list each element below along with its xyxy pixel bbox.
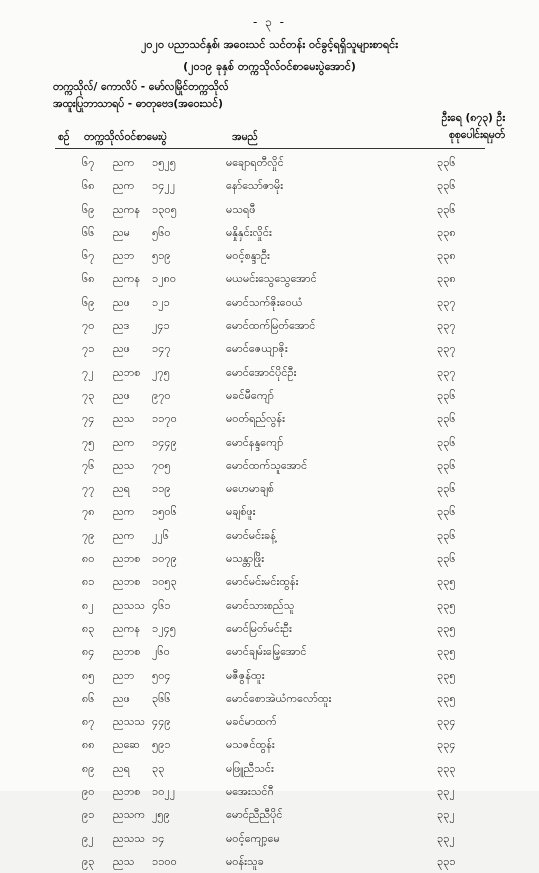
roll-number: ၁၅၂၅ — [152, 156, 176, 169]
student-name: မဖြူညီသင်း — [226, 761, 274, 775]
roll-prefix: ညက — [113, 505, 135, 519]
table-row — [0, 337, 539, 360]
student-name: မောင်ထက်သူအောင် — [226, 458, 308, 472]
roll-number: ၁၂၄၅ — [152, 621, 176, 635]
row-number: ၈၆ — [82, 691, 95, 705]
table-row — [0, 687, 539, 710]
university-line: တက္ကသိုလ်/ ကောလိပ် - မော်လမြိုင်တက္ကသိုလ် — [53, 81, 229, 93]
roll-number: ၁၄ — [152, 831, 165, 845]
row-number: ၈၀ — [82, 552, 95, 566]
roll-number: ၉၇၀ — [152, 388, 171, 402]
table-row — [0, 803, 539, 826]
roll-prefix: ညကန — [113, 272, 141, 286]
row-number: ၈၉ — [82, 761, 95, 775]
total-score: ၃၃၆ — [437, 179, 456, 193]
total-score: ၃၃၁ — [437, 854, 456, 868]
table-row — [0, 267, 539, 290]
table-row — [0, 384, 539, 407]
total-score: ၃၃၇ — [437, 365, 456, 379]
table-row — [0, 617, 539, 640]
row-number: ၈၂ — [82, 598, 94, 612]
column-header-no: စဉ် — [58, 131, 70, 143]
total-score: ၃၃၆ — [437, 505, 456, 519]
total-score: ၃၃၆ — [437, 435, 456, 449]
roll-number: ၁၄၇ — [152, 342, 171, 356]
table-row — [0, 291, 539, 314]
student-name: မဝန်းသူခ — [226, 854, 264, 868]
row-number: ၈၁ — [82, 575, 95, 589]
roll-prefix: ညသ — [113, 412, 135, 426]
total-score: ၃၃၈ — [437, 225, 456, 239]
roll-number: ၁၄၂၂ — [152, 179, 176, 193]
roll-prefix: ညက — [113, 528, 135, 542]
table-row — [0, 221, 539, 244]
roll-prefix: ညဒ — [113, 319, 130, 333]
table-row — [0, 827, 539, 850]
roll-prefix: ညကန — [113, 202, 141, 216]
row-number: ၈၅ — [82, 668, 95, 682]
roll-prefix: ညဘစ — [113, 785, 141, 799]
student-name: မဟေမာချစ် — [226, 482, 274, 496]
total-score: ၃၃၇ — [437, 319, 456, 333]
student-name: မောင်သက်ဇိုးဝေယံ — [226, 295, 303, 309]
roll-number: ၁၂၁ — [152, 295, 170, 309]
major-line: အထူးပြုဘာသာရပ် - ဓာတုဗေဒ(အဝေးသင်) — [53, 98, 223, 110]
total-score: ၃၃၂ — [437, 831, 455, 845]
row-number: ၇၃ — [82, 388, 95, 402]
table-row — [0, 151, 539, 174]
student-name: မချောရတီလှိုင် — [226, 156, 284, 169]
student-name: မသဇင်ထွန်း — [226, 738, 275, 752]
row-number: ၉၂ — [82, 831, 94, 845]
roll-number: ၇၀၅ — [152, 458, 171, 472]
student-name: မသန္တာဖြိုး — [226, 552, 265, 566]
total-score: ၃၃၅ — [437, 645, 456, 659]
roll-number: ၁၀၂၂ — [152, 785, 176, 799]
student-name: မဇီဇွန်ထူး — [226, 668, 265, 682]
table-row — [0, 780, 539, 803]
student-name: မောင်စောအဲယံကလော်ထူး — [226, 691, 332, 705]
total-score: ၃၃၆ — [437, 528, 456, 542]
row-number: ၉၁ — [82, 808, 95, 822]
roll-prefix: ညရ — [113, 482, 130, 496]
student-name: မောင်ဇေယျာဇိုး — [226, 342, 288, 356]
row-number: ၇၁ — [82, 342, 95, 356]
roll-number: ၄၆၁ — [152, 598, 171, 612]
table-row — [0, 757, 539, 780]
row-number: ၆၈ — [82, 272, 95, 286]
roll-prefix: ညဘစ — [113, 365, 141, 379]
roll-number: ၁၀၇၉ — [152, 552, 177, 566]
total-count: ဦးရေ (၈၇၃) ဦး — [441, 112, 505, 124]
table-row — [0, 850, 539, 873]
roll-prefix: ညဘ — [113, 668, 135, 682]
table-row — [0, 174, 539, 197]
table-row — [0, 594, 539, 617]
table-row — [0, 431, 539, 454]
student-name: မသရဖီ — [226, 202, 256, 216]
roll-number: ၂၂၆ — [152, 528, 169, 542]
row-number: ၇၆ — [82, 458, 95, 472]
student-name: မယမင်းသွေသွေအောင် — [226, 272, 317, 286]
student-name: မောင်ချမ်းမြေ့အောင် — [226, 645, 307, 659]
roll-number: ၁၁၀၀ — [152, 854, 177, 868]
roll-prefix: ညဘစ — [113, 645, 141, 659]
total-score: ၃၃၅ — [437, 621, 456, 635]
student-name: မနှိုနှင်းလှိုင်း — [226, 225, 272, 239]
results-list — [0, 151, 539, 873]
roll-prefix: ညမ — [113, 225, 130, 239]
roll-number: ၁၁၇၀ — [152, 412, 177, 426]
student-name: မောင်အောင်ပိုင်ဦး — [226, 365, 297, 379]
student-name: မခင်မီကျော် — [226, 388, 274, 402]
document-title: ၂၀၂၀ ပညာသင်နှစ်၊ အဝေးသင် သင်တန်း ဝင်ခွင့်ရရှိသူများစာရင်း — [140, 38, 399, 51]
table-row — [0, 500, 539, 523]
roll-number: ၂၇၅ — [152, 365, 170, 379]
table-row — [0, 640, 539, 663]
column-header-roll: တက္ကသိုလ်ဝင်စာမေးပွဲ — [84, 131, 167, 143]
roll-prefix: ညဘစ — [113, 552, 141, 566]
total-score: ၃၃၅ — [437, 575, 456, 589]
roll-prefix: ညသ — [113, 854, 135, 868]
row-number: ၆၉ — [82, 295, 95, 309]
header-underline — [55, 148, 485, 149]
roll-number: ၁၃၀၅ — [152, 202, 177, 216]
total-score: ၃၃၅ — [437, 668, 456, 682]
total-score: ၃၃၃ — [437, 761, 456, 775]
row-number: ၈၈ — [82, 738, 95, 752]
total-score: ၃၃၆ — [437, 388, 456, 402]
row-number: ၇၇ — [82, 482, 95, 496]
roll-prefix: ညဖ — [113, 342, 130, 356]
row-number: ၉၃ — [82, 854, 95, 868]
row-number: ၇၅ — [82, 435, 95, 449]
total-score: ၃၃၆ — [437, 458, 456, 472]
roll-prefix: ညဘစ — [113, 575, 141, 589]
total-score: ၃၃၅ — [437, 691, 456, 705]
document-subtitle: (၂၀၁၉ ခုနှစ် တက္ကသိုလ်ဝင်စာမေးပွဲအောင်) — [183, 60, 356, 73]
row-number: ၆၇ — [82, 156, 95, 169]
roll-number: ၅၆၀ — [152, 225, 171, 239]
roll-number: ၃၃ — [152, 761, 165, 775]
roll-prefix: ညဖ — [113, 295, 130, 309]
student-name: မဝင့်ကျော့မေ — [226, 831, 280, 845]
row-number: ၆၈ — [82, 179, 95, 193]
table-row — [0, 244, 539, 267]
total-score: ၃၃၈ — [437, 249, 456, 263]
roll-prefix: ညသ — [113, 458, 135, 472]
roll-number: ၅၀၄ — [152, 668, 171, 682]
table-row — [0, 710, 539, 733]
student-name: မောင်မြတ်မင်းဦး — [226, 621, 292, 635]
total-score: ၃၃၇ — [437, 342, 456, 356]
total-score: ၃၃၄ — [437, 715, 456, 729]
table-row — [0, 733, 539, 756]
table-row — [0, 477, 539, 500]
total-score: ၃၃၆ — [437, 202, 456, 216]
roll-number: ၁၄၄၉ — [152, 435, 177, 449]
row-number: ၇၀ — [82, 319, 95, 333]
roll-prefix: ညက — [113, 156, 135, 169]
roll-number: ၅၉၁ — [152, 738, 171, 752]
total-score: ၃၃၅ — [437, 598, 456, 612]
total-score: ၃၃၂ — [437, 785, 455, 799]
student-name: မောင်မင်းခန့် — [226, 528, 276, 542]
row-number: ၇၄ — [82, 412, 95, 426]
student-name: မောင်ညီညီပိုင် — [226, 808, 283, 822]
table-row — [0, 361, 539, 384]
row-number: ၆၆ — [82, 225, 95, 239]
roll-prefix: ညဘ — [113, 249, 135, 263]
total-score: ၃၃၄ — [437, 738, 456, 752]
table-row — [0, 454, 539, 477]
row-number: ၇၂ — [82, 365, 94, 379]
roll-prefix: ညရ — [113, 761, 130, 775]
roll-number: ၁၂၈၀ — [152, 272, 177, 286]
row-number: ၆၇ — [82, 249, 95, 263]
roll-prefix: ညဆေ — [113, 738, 140, 752]
roll-number: ၁၀၅၃ — [152, 575, 177, 589]
student-name: မဝတ်ရည်လွန်း — [226, 412, 285, 426]
total-score: ၃၃၂ — [437, 808, 455, 822]
roll-prefix: ညက — [113, 179, 135, 193]
roll-number: ၁၁၉ — [152, 482, 171, 496]
student-name: မောင်ထက်မြတ်အောင် — [226, 319, 316, 333]
row-number: ၉၀ — [82, 785, 95, 799]
roll-prefix: ညကန — [113, 621, 141, 635]
total-score-header: စုစုပေါင်းရမှတ် — [448, 129, 505, 141]
table-row — [0, 524, 539, 547]
row-number: ၈၄ — [82, 645, 95, 659]
table-row — [0, 664, 539, 687]
row-number: ၇၈ — [82, 505, 95, 519]
table-row — [0, 407, 539, 430]
table-row — [0, 314, 539, 337]
roll-prefix: ညဖ — [113, 691, 130, 705]
student-name: မချစ်ဖူး — [226, 505, 256, 519]
row-number: ၈၇ — [82, 715, 95, 729]
table-row — [0, 547, 539, 570]
student-name: မဝင့်စန္ဒာဦး — [226, 249, 270, 263]
roll-number: ၃၆၆ — [152, 691, 171, 705]
roll-number: ၂၅၉ — [152, 808, 170, 822]
total-score: ၃၃၆ — [437, 156, 456, 169]
total-score: ၃၃၆ — [437, 482, 456, 496]
student-name: မအေးသင်ဂီ — [226, 785, 274, 799]
roll-number: ၂၆၀ — [152, 645, 170, 659]
roll-number: ၅၁၉ — [152, 249, 171, 263]
student-name: မောင်သားစည်သူ — [226, 598, 295, 612]
roll-number: ၂၄၁ — [152, 319, 170, 333]
row-number: ၆၉ — [82, 202, 95, 216]
roll-prefix: ညသသ — [113, 598, 145, 612]
row-number: ၇၉ — [82, 528, 95, 542]
page-number: - ၃ - — [252, 15, 287, 29]
total-score: ၃၃၆ — [437, 552, 456, 566]
roll-prefix: ညက — [113, 435, 135, 449]
total-score: ၃၃၆ — [437, 412, 456, 426]
row-number: ၈၃ — [82, 621, 95, 635]
roll-prefix: ညသက — [113, 808, 146, 822]
roll-prefix: ညဖ — [113, 388, 130, 402]
total-score: ၃၃၈ — [437, 272, 456, 286]
student-name: မခင်မာထက် — [226, 715, 277, 729]
roll-prefix: ညသသ — [113, 831, 145, 845]
column-header-name: အမည် — [232, 131, 258, 143]
total-score: ၃၃၇ — [437, 295, 456, 309]
student-name: နော်သော်ဇာမိုး — [226, 179, 284, 193]
student-name: မောင်မင်းမင်းထွန်း — [226, 575, 299, 589]
student-name: မောင်နန္ဒကျော် — [226, 435, 284, 449]
table-row — [0, 198, 539, 221]
roll-prefix: ညသသ — [113, 715, 145, 729]
roll-number: ၄၄၉ — [152, 715, 171, 729]
table-row — [0, 570, 539, 593]
roll-number: ၁၅၀၆ — [152, 505, 177, 519]
